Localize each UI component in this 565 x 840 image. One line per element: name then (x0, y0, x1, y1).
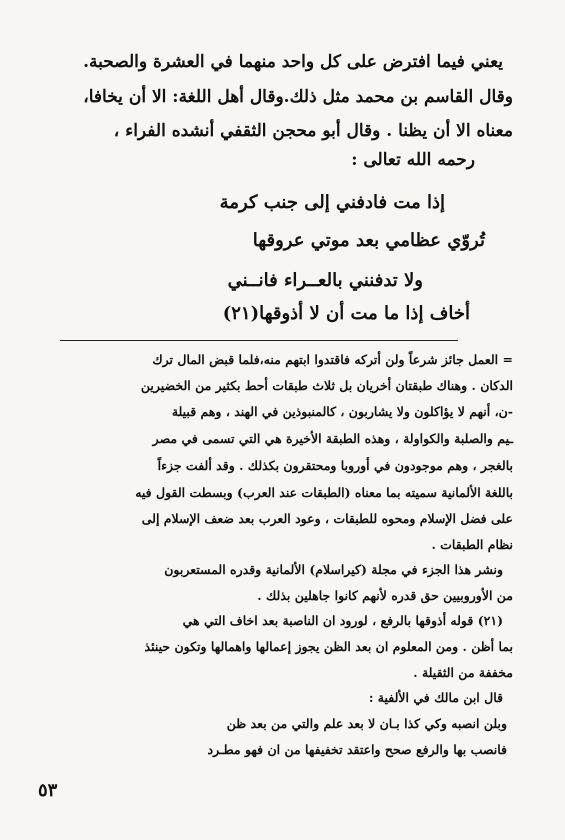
footnote-line: فانصب بها والرفع صحح واعتقد تخفيفها من ان فهو مطـرد (207, 742, 507, 757)
main-text-line: معناه الا أن يظنا . وقال أبو محجن الثقفي أنشده الفراء ، (113, 121, 513, 141)
footnote-line: من الأوروبيين حق قدره لأنهم كانوا جاهلين بذلك . (257, 588, 513, 603)
main-text-line: رحمه الله تعالى : (351, 150, 475, 170)
footnote-line: ـيم والصلبة والكواولة ، وهذه الطبقة الأخيرة هي التي تسمى في مصر (152, 431, 513, 446)
footnote-line: مخففة من الثقيلة . (413, 665, 513, 680)
footnote-line: -ن، أنهم لا يؤاكلون ولا يشاربون ، كالمنبوذين في الهند ، وهم قبيلة (171, 404, 513, 419)
poem-verse: تُروّي عظامي بعد موتي عروقها (252, 230, 485, 251)
poem-verse: إذا مت فادفني إلى جنب كرمة (219, 192, 445, 213)
footnote-line: قال ابن مالك في الألفية : (368, 690, 503, 705)
footnote-separator (60, 340, 458, 341)
footnote-line: بما أظن . ومن المعلوم ان بعد الظن يجوز إعمالها واهمالها وتكون حينئذ (144, 639, 513, 654)
footnote-line: الدكان . وهناك طبقتان أخريان بل ثلاث طبقات أحط بكثير من الخضيرين (140, 378, 513, 393)
footnote-line: على فضل الإسلام ومحوه للطبقات ، وعود العرب بعد ضعف الإسلام إلى (141, 511, 513, 526)
poem-verse: ولا تدفنني بالعــراء فانــني (227, 270, 423, 291)
footnote-line: = العمل جائز شرعاً ولن أتركه فاقتدوا ابتهم منه،فلما قبض المال ترك (152, 352, 513, 367)
main-text-line: وقال القاسم بن محمد مثل ذلك.وقال أهل اللغة: الا أن يخافا، (83, 87, 513, 107)
page-number: ٥٣ (38, 780, 58, 801)
main-text-line: يعني فيما افترض على كل واحد منهما في العشرة والصحبة. (83, 52, 503, 72)
footnote-line: (٢١) قوله أذوقها بالرفع ، لورود ان الناصبة بعد اخاف التي هي (182, 613, 503, 628)
footnote-line: بالغجر ، وهم موجودون في أوروبا ومحتقرون بكذلك . وقد ألفت جزءاً (157, 458, 513, 473)
poem-verse: أخاف إذا ما مت أن لا أذوقها(٢١) (222, 303, 470, 324)
footnote-line: ونشر هذا الجزء في مجلة (كيراسلام) الألمانية وقدره المستعربون (164, 562, 503, 577)
footnote-line: باللغة الألمانية سميته بما معناه (الطبقات عند العرب) وبسطت القول فيه (135, 485, 513, 500)
footnote-line: نظام الطبقات . (431, 537, 513, 552)
footnote-line: وبلن انصبه وكي كذا بـان لا بعد علم والتي من بعد ظن (226, 716, 507, 731)
